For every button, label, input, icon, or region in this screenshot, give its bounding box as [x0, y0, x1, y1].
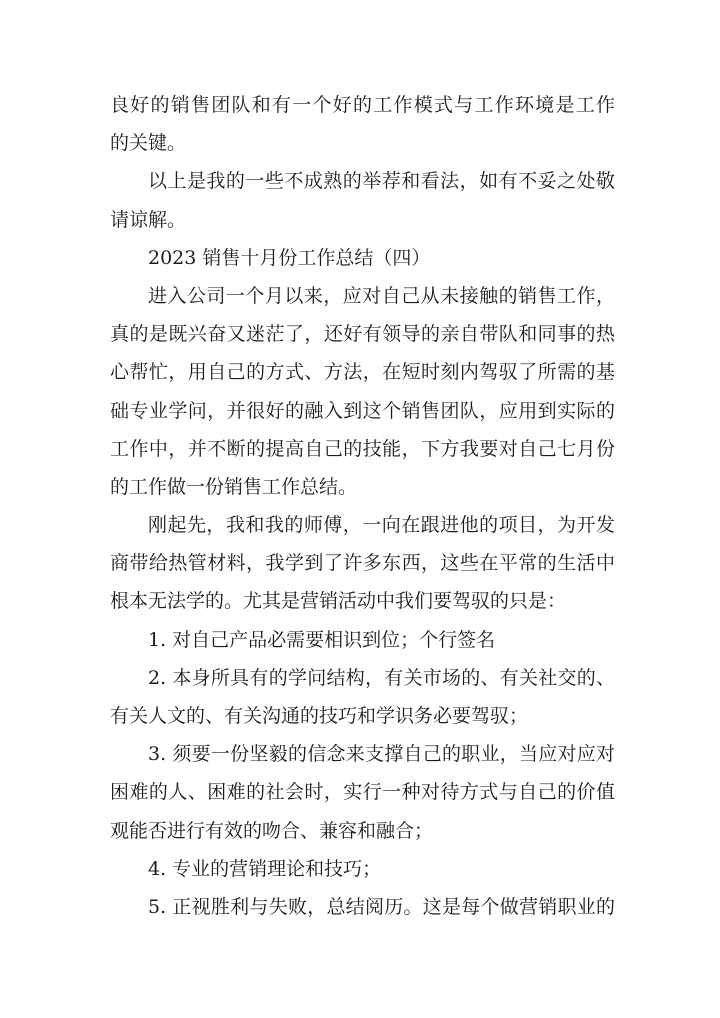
list-item: 1. 对自己产品必需要相识到位；个行签名	[148, 628, 496, 651]
text-line: 础专业学问，并很好的融入到这个销售团队，应用到实际的	[110, 399, 615, 422]
text-line: 心帮忙，用自己的方式、方法，在短时刻内驾驭了所需的基	[110, 361, 615, 384]
list-item: 2. 本身所具有的学问结构，有关市场的、有关社交的、	[148, 666, 615, 689]
list-item: 5. 正视胜利与失败，总结阅历。这是每个做营销职业的	[148, 895, 615, 918]
text-line: 以上是我的一些不成熟的举荐和看法，如有不妥之处敬	[148, 170, 615, 193]
text-line: 商带给热管材料，我学到了许多东西，这些在平常的生活中	[110, 552, 615, 575]
text-line: 有关人文的、有关沟通的技巧和学识务必要驾驭；	[110, 705, 529, 727]
list-item: 4. 专业的营销理论和技巧；	[148, 857, 382, 880]
document-page	[110, 86, 615, 926]
text-line: 的关键。	[110, 132, 187, 155]
text-line: 真的是既兴奋又迷茫了，还好有领导的亲自带队和同事的热	[110, 323, 615, 346]
text-line: 的工作做一份销售工作总结。	[110, 475, 358, 498]
text-line: 良好的销售团队和有一个好的工作模式与工作环境是工作	[110, 94, 615, 116]
text-line: 刚起先，我和我的师傅，一向在跟进他的项目，为开发	[148, 514, 615, 537]
text-line: 进入公司一个月以来，应对自己从未接触的销售工作，	[148, 284, 615, 307]
text-line: 困难的人、困难的社会时，实行一种对待方式与自己的价值	[110, 781, 615, 804]
list-item: 3. 须要一份坚毅的信念来支撑自己的职业，当应对应对	[148, 743, 615, 766]
text-line: 根本无法学的。尤其是营销活动中我们要驾驭的只是：	[110, 590, 567, 613]
text-line: 工作中，并不断的提高自己的技能，下方我要对自己七月份	[110, 437, 615, 460]
text-line: 请谅解。	[110, 208, 187, 231]
text-line: 观能否进行有效的吻合、兼容和融合；	[110, 819, 434, 842]
section-heading: 2023 销售十月份工作总结（四）	[148, 246, 431, 269]
